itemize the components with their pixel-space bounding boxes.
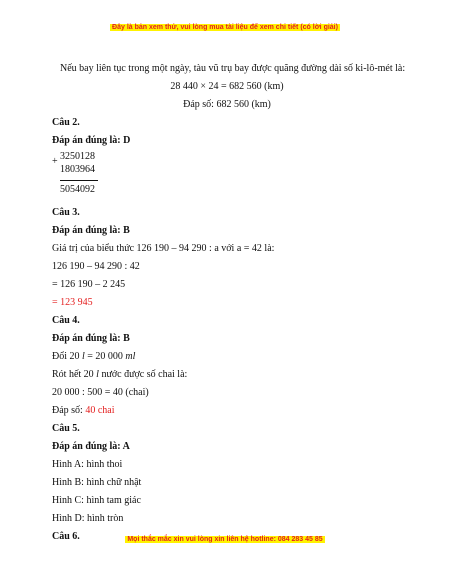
plus-sign: + [52, 156, 58, 167]
answer-heading: Đáp án đúng là: D [52, 135, 131, 146]
hotline-banner: Mọi thắc mắc xin vui lòng xin liên hệ hotline: 084 283 45 85 [127, 536, 323, 543]
text-line: Giá trị của biểu thức 126 190 – 94 290 : a với a = 42 là: [52, 243, 275, 254]
answer-line: Đáp số: 682 560 (km) [183, 99, 271, 110]
text-line: Đổi 20 l = 20 000 ml [52, 351, 136, 362]
answer-heading: Đáp án đúng là: B [52, 333, 130, 344]
list-item: Hình B: hình chữ nhật [52, 477, 142, 488]
text-line: = 126 190 – 2 245 [52, 279, 126, 290]
text-line: Rót hết 20 l nước được số chai là: [52, 369, 188, 380]
sum-result: 5054092 [60, 184, 95, 195]
column-addition [52, 151, 402, 203]
text-line: 20 000 : 500 = 40 (chai) [52, 387, 149, 398]
addend-1: 3250128 [60, 151, 95, 162]
list-item: Hình D: hình tròn [52, 513, 124, 524]
answer-heading: Đáp án đúng là: A [52, 441, 130, 452]
sum-rule [60, 180, 98, 181]
addend-2: 1803964 [60, 164, 95, 175]
text-line: 126 190 – 94 290 : 42 [52, 261, 140, 272]
question-heading: Câu 2. [52, 117, 80, 128]
question-heading: Câu 5. [52, 423, 80, 434]
solution-content [52, 60, 406, 546]
answer-heading: Đáp án đúng là: B [52, 225, 130, 236]
result-line: = 123 945 [52, 297, 93, 308]
answer-line: Đáp số: 40 chai [52, 405, 115, 416]
preview-banner: Đây là bản xem thử, vui lòng mua tài liệu để xem chi tiết (có lời giải) [112, 24, 338, 31]
list-item: Hình C: hình tam giác [52, 495, 141, 506]
equation-line: 28 440 × 24 = 682 560 (km) [170, 81, 284, 92]
list-item: Hình A: hình thoi [52, 459, 123, 470]
question-heading: Câu 3. [52, 207, 80, 218]
question-heading: Câu 4. [52, 315, 80, 326]
text-line: Nếu bay liên tục trong một ngày, tàu vũ trụ bay được quãng đường dài số ki-lô-mét là: [60, 63, 406, 74]
question-heading: Câu 6. [52, 531, 80, 542]
